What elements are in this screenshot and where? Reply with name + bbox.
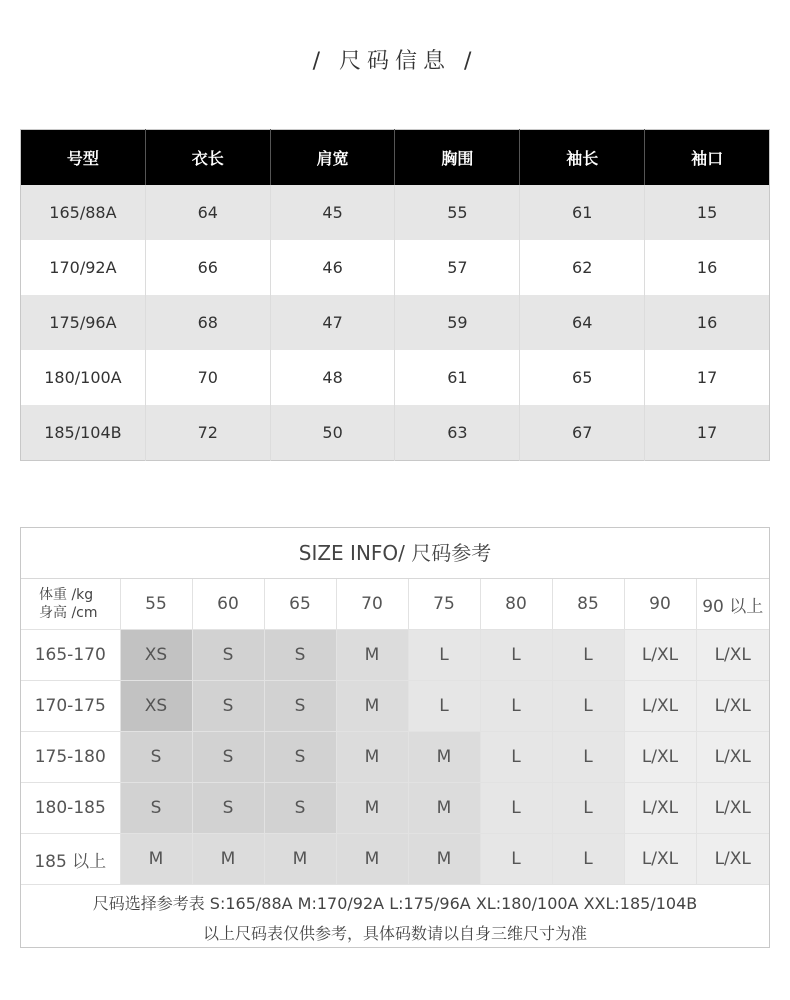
- table-cell: 61: [520, 185, 645, 240]
- table-cell: 170/92A: [21, 240, 146, 295]
- weight-header: 90 以上: [696, 579, 769, 630]
- size-cell: L: [480, 681, 552, 732]
- weight-header: 60: [192, 579, 264, 630]
- height-label: 170-175: [21, 681, 120, 732]
- size-cell: M: [408, 783, 480, 834]
- table-cell: 16: [645, 295, 770, 350]
- weight-header: 65: [264, 579, 336, 630]
- header-chest: 胸围: [395, 130, 520, 186]
- table-row: [21, 295, 770, 350]
- table-cell: 15: [645, 185, 770, 240]
- size-cell: L/XL: [696, 783, 769, 834]
- table-row: [21, 185, 770, 240]
- size-cell: M: [336, 630, 408, 681]
- table-cell: 180/100A: [21, 350, 146, 405]
- table-cell: 45: [270, 185, 395, 240]
- table-row: [21, 240, 770, 295]
- size-reference-table: [21, 579, 769, 885]
- size-cell: S: [264, 783, 336, 834]
- size-cell: M: [336, 732, 408, 783]
- size-cell: M: [408, 732, 480, 783]
- table-cell: 70: [145, 350, 270, 405]
- size-cell: L/XL: [696, 732, 769, 783]
- header-cuff: 袖口: [645, 130, 770, 186]
- table-cell: 62: [520, 240, 645, 295]
- size-cell: L: [552, 834, 624, 885]
- size-cell: L/XL: [624, 681, 696, 732]
- size-table: [20, 129, 770, 461]
- size-cell: M: [408, 834, 480, 885]
- table-cell: 17: [645, 350, 770, 405]
- table-cell: 67: [520, 405, 645, 461]
- size-cell: L: [408, 630, 480, 681]
- table-row: [21, 783, 769, 834]
- table-cell: 66: [145, 240, 270, 295]
- size-reference-title: SIZE INFO/ 尺码参考: [21, 528, 769, 579]
- table-cell: 50: [270, 405, 395, 461]
- size-cell: L: [552, 630, 624, 681]
- table-row: [21, 405, 770, 461]
- weight-header: 80: [480, 579, 552, 630]
- weight-header: 70: [336, 579, 408, 630]
- table-cell: 57: [395, 240, 520, 295]
- table-row: [21, 350, 770, 405]
- corner-cell: [21, 579, 120, 630]
- table-cell: 72: [145, 405, 270, 461]
- note-line-1: 尺码选择参考表 S:165/88A M:170/92A L:175/96A XL:180/100A XXL:185/104B: [92, 894, 698, 913]
- header-model: 号型: [21, 130, 146, 186]
- note-line-2: 以上尺码表仅供参考，具体码数请以自身三维尺寸为准: [202, 924, 587, 943]
- table-row: [21, 630, 769, 681]
- weight-header: 85: [552, 579, 624, 630]
- size-cell: L: [480, 630, 552, 681]
- size-cell: L: [408, 681, 480, 732]
- table-row: [21, 681, 769, 732]
- size-cell: L/XL: [624, 783, 696, 834]
- header-sleeve: 袖长: [520, 130, 645, 186]
- size-cell: XS: [120, 630, 192, 681]
- size-cell: S: [264, 681, 336, 732]
- page-title: / 尺码信息 /: [312, 49, 478, 74]
- table-cell: 63: [395, 405, 520, 461]
- table-cell: 47: [270, 295, 395, 350]
- corner-weight-label: 体重 /kg: [39, 587, 94, 603]
- size-cell: S: [192, 732, 264, 783]
- table-cell: 64: [520, 295, 645, 350]
- size-cell: L/XL: [696, 681, 769, 732]
- size-cell: L: [480, 783, 552, 834]
- size-table-header-row: [21, 130, 770, 186]
- corner-height-label: 身高 /cm: [39, 605, 98, 621]
- size-cell: L/XL: [624, 732, 696, 783]
- height-label: 175-180: [21, 732, 120, 783]
- size-cell: M: [336, 834, 408, 885]
- size-cell: L/XL: [696, 630, 769, 681]
- table-cell: 185/104B: [21, 405, 146, 461]
- size-cell: L: [552, 783, 624, 834]
- size-cell: S: [192, 681, 264, 732]
- size-cell: S: [120, 783, 192, 834]
- table-cell: 16: [645, 240, 770, 295]
- height-label: 165-170: [21, 630, 120, 681]
- table-row: [21, 834, 769, 885]
- size-cell: M: [264, 834, 336, 885]
- size-cell: M: [120, 834, 192, 885]
- height-label: 180-185: [21, 783, 120, 834]
- table-cell: 59: [395, 295, 520, 350]
- size-cell: S: [264, 630, 336, 681]
- size-cell: L/XL: [624, 630, 696, 681]
- table-cell: 61: [395, 350, 520, 405]
- size-cell: L: [480, 834, 552, 885]
- header-length: 衣长: [145, 130, 270, 186]
- table-cell: 48: [270, 350, 395, 405]
- size-cell: S: [192, 630, 264, 681]
- table-cell: 55: [395, 185, 520, 240]
- size-cell: S: [192, 783, 264, 834]
- size-cell: XS: [120, 681, 192, 732]
- table-cell: 17: [645, 405, 770, 461]
- size-reference-note: [21, 885, 769, 949]
- size-cell: M: [192, 834, 264, 885]
- size-cell: L: [480, 732, 552, 783]
- size-cell: L/XL: [624, 834, 696, 885]
- size-reference-panel: [20, 527, 770, 948]
- table-cell: 165/88A: [21, 185, 146, 240]
- weight-header: 55: [120, 579, 192, 630]
- header-shoulder: 肩宽: [270, 130, 395, 186]
- table-cell: 175/96A: [21, 295, 146, 350]
- weight-header: 90: [624, 579, 696, 630]
- size-cell: M: [336, 783, 408, 834]
- table-cell: 64: [145, 185, 270, 240]
- table-cell: 65: [520, 350, 645, 405]
- table-row: [21, 732, 769, 783]
- height-label: 185 以上: [21, 834, 120, 885]
- table-cell: 46: [270, 240, 395, 295]
- weight-header-row: [21, 579, 769, 630]
- size-cell: L/XL: [696, 834, 769, 885]
- size-cell: L: [552, 681, 624, 732]
- weight-header: 75: [408, 579, 480, 630]
- size-cell: M: [336, 681, 408, 732]
- table-cell: 68: [145, 295, 270, 350]
- size-cell: S: [264, 732, 336, 783]
- size-cell: S: [120, 732, 192, 783]
- size-cell: L: [552, 732, 624, 783]
